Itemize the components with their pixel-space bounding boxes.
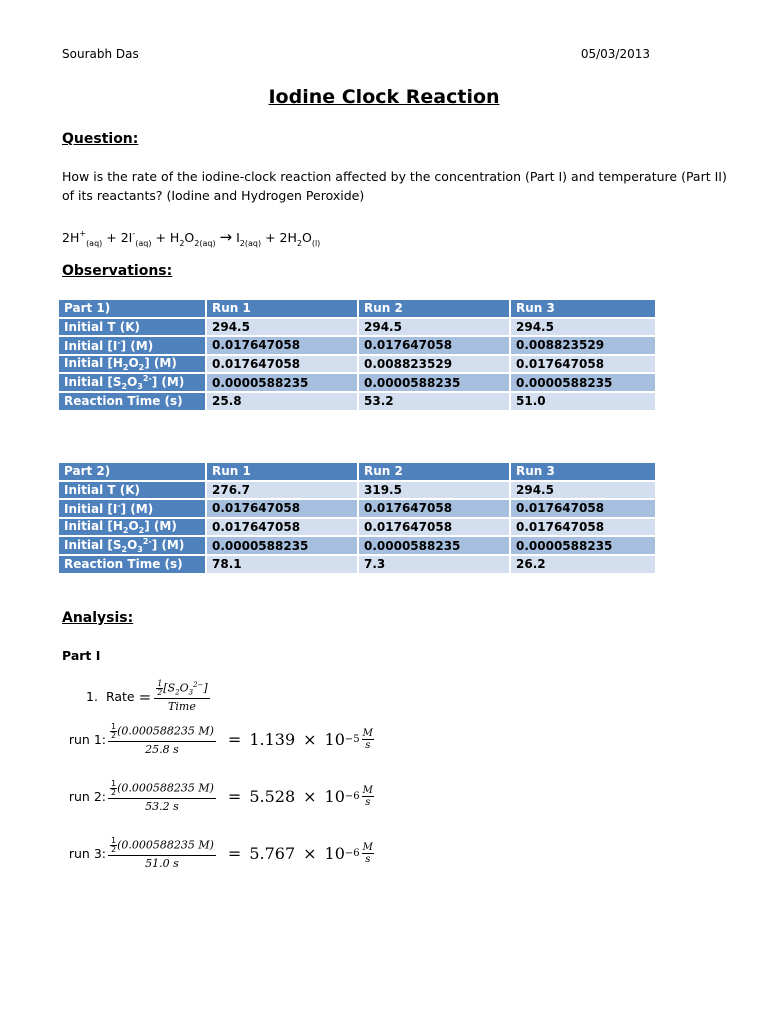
table-cell: 0.017647058 (511, 500, 655, 517)
rate-unit: M s (362, 785, 373, 808)
table-cell: 0.017647058 (207, 337, 357, 354)
table-cell: 0.017647058 (207, 500, 357, 517)
table-row (59, 356, 655, 373)
table-cell: 0.0000588235 (359, 374, 509, 391)
table-cell: 0.0000588235 (511, 537, 655, 554)
table-cell: 0.017647058 (511, 356, 655, 373)
table-cell: 0.017647058 (207, 356, 357, 373)
table-cell: 294.5 (207, 319, 357, 336)
run-fraction: $\frac{1}{2}$ (0.000588235 M) 53.2 s (108, 780, 216, 813)
table-cell: 294.5 (511, 319, 655, 336)
table-cell: 78.1 (207, 556, 357, 573)
part-label: Part I (62, 648, 101, 663)
table-header-cell: Run 3 (511, 300, 655, 317)
observations-heading: Observations: (62, 263, 173, 279)
table-row (59, 556, 655, 573)
row-label: Reaction Time (s) (59, 393, 205, 410)
rate-calculation-run1 (64, 723, 374, 756)
run-fraction: $\frac{1}{2}$ (0.000588235 M) 25.8 s (108, 723, 216, 756)
table-header-row (59, 463, 655, 480)
table-row (59, 482, 655, 499)
table-cell: 0.0000588235 (359, 537, 509, 554)
rate-label: Rate (105, 689, 135, 704)
document-title: Iodine Clock Reaction (268, 86, 500, 108)
list-number: 1. (86, 689, 98, 704)
row-label: Initial T (K) (59, 319, 205, 336)
table-cell: 0.0000588235 (207, 374, 357, 391)
table-header-cell: Run 1 (207, 463, 357, 480)
question-heading: Question: (62, 131, 139, 147)
row-label: Initial T (K) (59, 482, 205, 499)
rate-unit: M s (362, 728, 373, 751)
table-row (59, 337, 655, 354)
table-row (59, 519, 655, 536)
run-fraction: $\frac{1}{2}$ (0.000588235 M) 51.0 s (108, 837, 216, 870)
rate-formula: 1. Rate = $\frac{1}{2}$ $[S_2O_3^{2-}]$ Time (86, 679, 208, 713)
reaction-equation: $2H^+_{(aq)} + 2I^-_{(aq)} + H_2O_{2(aq)} \to I_{2(aq)} + 2H_2O_{(l)}$ (62, 228, 321, 248)
table-cell: 0.008823529 (359, 356, 509, 373)
table-header-cell: Run 2 (359, 300, 509, 317)
table-cell: 0.017647058 (359, 500, 509, 517)
rate-calculation-run3 (64, 837, 374, 870)
table-header-cell: Run 1 (207, 300, 357, 317)
observations-table-part2 (57, 461, 657, 575)
run-label: run 3: (68, 846, 106, 861)
table-row (59, 537, 655, 554)
row-label: Reaction Time (s) (59, 556, 205, 573)
table-cell: 294.5 (359, 319, 509, 336)
analysis-heading: Analysis: (62, 610, 134, 626)
question-text: How is the rate of the iodine-clock reaction affected by the concentration (Part I) and temperature (Part II) of its reactants? (Iodine and Hydrogen Peroxide) (62, 169, 727, 203)
table-cell: 0.0000588235 (207, 537, 357, 554)
row-label: Initial $[S_2O_3^{2-}]$ (M) (59, 374, 205, 391)
table-cell: 26.2 (511, 556, 655, 573)
row-label: Initial [I-] (M) (59, 500, 205, 517)
author-name: Sourabh Das (62, 47, 139, 61)
table-header-cell: Run 2 (359, 463, 509, 480)
table-cell: 0.017647058 (511, 519, 655, 536)
observations-table-part1 (57, 298, 657, 412)
row-label: Initial $[H_2O_2]$ (M) (59, 519, 205, 536)
table-cell: 0.0000588235 (511, 374, 655, 391)
table-header-cell: Run 3 (511, 463, 655, 480)
table-header-row (59, 300, 655, 317)
table-cell: 7.3 (359, 556, 509, 573)
rate-unit: M s (362, 842, 373, 865)
row-label: Initial $[S_2O_3^{2-}]$ (M) (59, 537, 205, 554)
table-cell: 294.5 (511, 482, 655, 499)
table-cell: 53.2 (359, 393, 509, 410)
table-header-cell: Part 1) (59, 300, 205, 317)
row-label: Initial [I-] (M) (59, 337, 205, 354)
rate-calculation-run2 (64, 780, 374, 813)
rate-result: = 1.139 × 10 −5 M s (227, 728, 373, 751)
run-label: run 2: (68, 789, 106, 804)
table-cell: 319.5 (359, 482, 509, 499)
rate-result: = 5.767 × 10 −6 M s (227, 842, 373, 865)
table-cell: 25.8 (207, 393, 357, 410)
table-cell: 0.017647058 (359, 337, 509, 354)
row-label: Initial $[H_2O_2]$ (M) (59, 356, 205, 373)
rate-fraction: $\frac{1}{2}$ $[S_2O_3^{2-}]$ Time (154, 680, 210, 713)
table-row (59, 393, 655, 410)
table-row (59, 319, 655, 336)
table-cell: 0.008823529 (511, 337, 655, 354)
table-cell: 276.7 (207, 482, 357, 499)
table-row (59, 500, 655, 517)
run-label: run 1: (68, 732, 106, 747)
table-cell: 0.017647058 (207, 519, 357, 536)
rate-result: = 5.528 × 10 −6 M s (227, 785, 373, 808)
table-header-cell: Part 2) (59, 463, 205, 480)
document-date: 05/03/2013 (580, 47, 650, 61)
table-cell: 51.0 (511, 393, 655, 410)
table-row (59, 374, 655, 391)
table-cell: 0.017647058 (359, 519, 509, 536)
